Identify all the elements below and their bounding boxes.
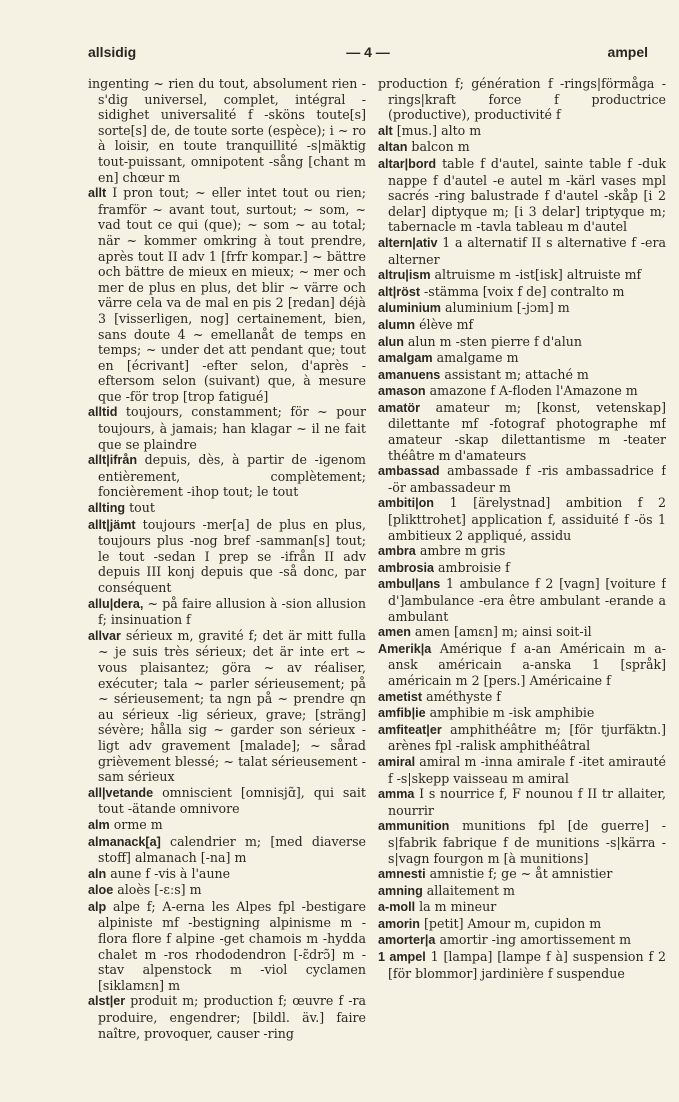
entry-definition: aloès [-ɛːs] m — [117, 882, 202, 898]
entry-definition: production f; génération f -rings|förmåga -rings|kraft force f productrice (productive), productivité f — [378, 76, 666, 123]
dictionary-entry — [378, 76, 666, 123]
entry-headword: amnesti — [378, 867, 426, 882]
entry-definition: altruisme m -ist[isk] altruiste mf — [434, 267, 642, 283]
dictionary-entry — [378, 705, 666, 722]
left-column — [88, 76, 366, 1086]
entry-headword: aluminium — [378, 301, 441, 316]
entry-headword: ambul|ans — [378, 577, 441, 592]
dictionary-entry — [378, 786, 666, 818]
entry-definition: depuis, dès, à partir de -igenom entièrement, complètement; foncièrement -ihop tout; le tout — [98, 452, 366, 500]
dictionary-entry — [88, 500, 366, 517]
header-last-word: ampel — [607, 44, 648, 60]
dictionary-entry — [378, 883, 666, 900]
entry-headword: amorter|a — [378, 933, 436, 948]
entry-definition: 1 [lampa] [lampe f à] suspension f 2 [för blommor] jardinière f suspendue — [388, 949, 666, 981]
entry-definition: assistant m; attaché m — [444, 366, 589, 382]
entry-headword: a-moll — [378, 900, 416, 915]
dictionary-entry — [378, 400, 666, 463]
dictionary-entry — [378, 383, 666, 400]
entry-definition: élève mf — [419, 316, 474, 332]
dictionary-entry — [378, 156, 666, 235]
dictionary-entry — [88, 866, 366, 883]
entry-definition: allaitement m — [426, 882, 515, 898]
dictionary-entry — [378, 139, 666, 156]
entry-headword: alst|er — [88, 994, 126, 1009]
entry-definition: amiral m -inna amirale f -itet amirauté f -s|skepp vaisseau m amiral — [388, 753, 666, 786]
entry-headword: allu|dera, — [88, 596, 144, 611]
entry-definition: [petit] Amour m, cupidon m — [424, 915, 602, 931]
dictionary-entry — [378, 284, 666, 301]
dictionary-entry — [88, 899, 366, 994]
dictionary-entry — [378, 463, 666, 495]
entry-definition: table f d'autel, sainte table f -duk nappe f d'autel -e autel m -kärl vases mpl sacrés -ring balustrade f d'autel -skåp [i 2 delar] diptyque m; [i 3 delar] triptyque m; tabernacle m -tavla tableau m d'autel — [388, 155, 666, 235]
entry-definition: -stämma [voix f de] contralto m — [424, 283, 625, 299]
entry-headword: amalgam — [378, 351, 433, 366]
dictionary-entry — [378, 267, 666, 284]
entry-headword: 1 ampel — [378, 950, 426, 965]
entry-definition: alpe f; A-erna les Alpes fpl -bestigare alpiniste mf -bestigning alpinisme m -flora flore f alpine -get chamois m -hydda chalet m -ros rhododendron [-ɛ̃drɔ̃] m -stav alpenstock m -viol cyclamen [siklamɛn] m — [98, 898, 366, 993]
entry-definition: sérieux m, gravité f; det är mitt fulla ~ je suis très sérieux; det är inte ert ~ vous plaisantez; göra ~ av réaliser, exécuter; tala ~ parler sérieusement; på ~ sérieusement; ta ngn på ~ prendre qn au sérieux -lig sérieux, grave; [sträng] sévère; hålla sig ~ garder son sérieux -ligt adv gravement [malade]; ~ sårad grièvement blessé; ~ talat sérieusement -sam sérieux — [98, 627, 366, 785]
entry-headword: almanack[a] — [88, 834, 161, 849]
entry-headword: amanuens — [378, 367, 441, 382]
dictionary-entry — [378, 123, 666, 140]
entry-definition: balcon m — [411, 139, 470, 155]
header-first-word: allsidig — [88, 44, 137, 60]
entry-headword: amen — [378, 625, 411, 640]
entry-headword: alt|röst — [378, 284, 421, 299]
entry-headword: ambra — [378, 544, 416, 559]
dictionary-entry — [378, 576, 666, 624]
page-header — [88, 44, 648, 64]
entry-headword: amfib|ie — [378, 706, 426, 721]
entry-headword: ammunition — [378, 819, 450, 834]
entry-definition: amen [amɛn] m; ainsi soit-il — [414, 624, 592, 640]
dictionary-entry — [88, 452, 366, 500]
entry-headword: allt|ifrån — [88, 453, 138, 468]
entry-definition: I s nourrice f, F nounou f II tr allaiter, nourrir — [388, 786, 666, 818]
entry-definition: orme m — [113, 816, 163, 832]
right-column — [378, 76, 666, 1086]
dictionary-entry — [88, 596, 366, 628]
dictionary-entry — [378, 495, 666, 543]
entry-definition: tout — [129, 500, 155, 516]
dictionary-entry — [88, 517, 366, 596]
entry-headword: amma — [378, 787, 415, 802]
entry-definition: amalgame m — [436, 350, 519, 366]
entry-headword: altern|ativ — [378, 235, 438, 250]
entry-definition: munitions fpl [de guerre] -s|fabrik fabrique f de munitions -s|kärra -s|vagn fourgon m [à munitions] — [388, 818, 666, 866]
entry-headword: alumn — [378, 317, 416, 332]
entry-headword: alp — [88, 899, 107, 914]
entry-definition: calendrier m; [med diaverse stoff] almanach [-na] m — [98, 833, 366, 866]
entry-headword: alt — [378, 123, 393, 138]
entry-definition: 1 [ärelystnad] ambition f 2 [plikttrohet] application f, assiduité f -ös 1 ambitieux 2 appliqué, assidu — [388, 495, 666, 543]
entry-headword: all|vetande — [88, 785, 154, 800]
entry-headword: allvar — [88, 628, 121, 643]
entry-definition: alun m -sten pierre f d'alun — [407, 333, 582, 349]
dictionary-entry — [378, 916, 666, 933]
entry-definition: améthyste f — [426, 688, 501, 704]
dictionary-entry — [378, 350, 666, 367]
entry-definition: amphithéâtre m; [för tjurfäktn.] arènes fpl -ralisk amphithéâtral — [388, 721, 666, 754]
entry-definition: amphibie m -isk amphibie — [429, 705, 595, 721]
entry-definition: [mus.] alto m — [396, 122, 482, 138]
dictionary-entry — [88, 817, 366, 834]
entry-definition: produit m; production f; œuvre f -ra produire, engendrer; [bildl. äv.] faire naître, provoquer, causer -ring — [98, 993, 366, 1041]
dictionary-entry — [88, 993, 366, 1041]
entry-headword: amorin — [378, 916, 420, 931]
entry-definition: ingenting ~ rien du tout, absolument rien -s'dig universel, complet, intégral -sidighet universalité f -sköns toute[s] sorte[s] de, de toute sorte (espèce); i ~ ro à loisir, en toute tranquillité -s|mäktig tout-puissant, omnipotent -sång [chant m en] chœur m — [88, 76, 366, 185]
entry-definition: 1 a alternatif II s alternative f -era alterner — [388, 234, 666, 267]
dictionary-entry — [378, 932, 666, 949]
entry-headword: alun — [378, 334, 404, 349]
entry-headword: ambassad — [378, 464, 440, 479]
dictionary-entry — [88, 76, 366, 185]
dictionary-entry — [378, 754, 666, 786]
entry-definition: aluminium [-jɔm] m — [445, 300, 570, 316]
dictionary-entry — [378, 300, 666, 317]
dictionary-entry — [378, 689, 666, 706]
dictionary-entry — [378, 624, 666, 641]
entry-headword: aln — [88, 866, 107, 881]
dictionary-entry — [88, 404, 366, 452]
dictionary-entry — [88, 628, 366, 785]
entry-headword: alltid — [88, 405, 118, 420]
dictionary-entry — [88, 185, 366, 404]
entry-definition: 1 ambulance f 2 [vagn] [voiture f d']ambulance -era être ambulant -erande a ambulant — [388, 576, 666, 624]
dictionary-entry — [88, 785, 366, 817]
dictionary-entry — [378, 949, 666, 981]
entry-headword: alm — [88, 817, 110, 832]
dictionary-entry — [378, 818, 666, 866]
entry-definition: Amérique f a-an Américain m a-ansk américain a-anska 1 [språk] américain m 2 [pers.] Américaine f — [388, 640, 666, 688]
dictionary-entry — [378, 235, 666, 267]
dictionary-entry — [88, 834, 366, 866]
dictionary-entry — [378, 317, 666, 334]
entry-definition: la m mineur — [419, 899, 497, 915]
entry-headword: Amerik|a — [378, 641, 432, 656]
entry-definition: ~ på faire allusion à -sion allusion f; insinuation f — [98, 595, 366, 628]
dictionary-entry — [378, 899, 666, 916]
dictionary-entry — [378, 722, 666, 754]
entry-headword: allting — [88, 501, 126, 516]
entry-headword: amning — [378, 883, 423, 898]
entry-definition: omniscient [omnisjɑ̃], qui sait tout -ätande omnivore — [98, 784, 366, 817]
entry-definition: ambroisie f — [438, 559, 510, 575]
dictionary-entry — [378, 334, 666, 351]
entry-definition: toujours, constamment; för ~ pour toujours, à jamais; han klagar ~ il ne fait que se plaindre — [98, 404, 366, 452]
dictionary-entry — [88, 882, 366, 899]
entry-headword: amason — [378, 384, 426, 399]
entry-headword: allt|jämt — [88, 517, 136, 532]
entry-definition: I pron tout; ~ eller intet tout ou rien; framför ~ avant tout, surtout; ~ som, ~ vad tout ce qui (que); ~ som ~ au total; när ~ kommer omkring à tout prendre, après tout II adv 1 [frfr kompar.] ~ bättre och bättre de mieux en mieux; ~ mer och mer de plus en plus, det blir ~ värre och värre cela va de mal en pis 2 [redan] déjà 3 [visserligen, nog] certainement, bien, sans doute 4 ~ emellanåt de temps en temps; ~ under det att pendant que; tout en [écrivant] -efter selon, d'après -eftersom selon (suivant) que, à mesure que -för trop [trop fatigué] — [98, 185, 366, 404]
entry-definition: amateur m; [konst, vetenskap] dilettante mf -fotograf photographe mf amateur -skap dilettantisme m -teater théâtre m d'amateurs — [388, 399, 666, 463]
entry-headword: altru|ism — [378, 268, 431, 283]
entry-headword: amfiteat|er — [378, 722, 442, 737]
entry-headword: amatör — [378, 400, 420, 415]
dictionary-entry — [378, 543, 666, 560]
entry-headword: ambiti|on — [378, 496, 434, 511]
entry-headword: allt — [88, 186, 107, 201]
entry-headword: aloe — [88, 883, 114, 898]
entry-headword: altan — [378, 140, 408, 155]
dictionary-entry — [378, 641, 666, 689]
dictionary-entry — [378, 367, 666, 384]
entry-definition: amortir -ing amortissement m — [439, 932, 632, 948]
entry-headword: altar|bord — [378, 156, 437, 171]
entry-definition: ambassade f -ris ambassadrice f -ör ambassadeur m — [388, 463, 666, 495]
entry-headword: ametist — [378, 689, 423, 704]
dictionary-entry — [378, 866, 666, 883]
entry-headword: ambrosia — [378, 560, 434, 575]
dictionary-entry — [378, 560, 666, 577]
entry-definition: aune f -vis à l'aune — [110, 865, 231, 881]
page-number: — 4 — — [346, 44, 390, 60]
entry-headword: amiral — [378, 754, 416, 769]
entry-definition: amazone f A-floden l'Amazone m — [429, 383, 638, 399]
entry-definition: amnistie f; ge ~ åt amnistier — [429, 866, 613, 882]
entry-definition: ambre m gris — [419, 543, 506, 559]
entry-definition: toujours -mer[a] de plus en plus, toujours plus -nog bref -samman[s] tout; le tout -sedan I prep se -ifrån II adv depuis III konj depuis que -så donc, par conséquent — [98, 516, 366, 595]
